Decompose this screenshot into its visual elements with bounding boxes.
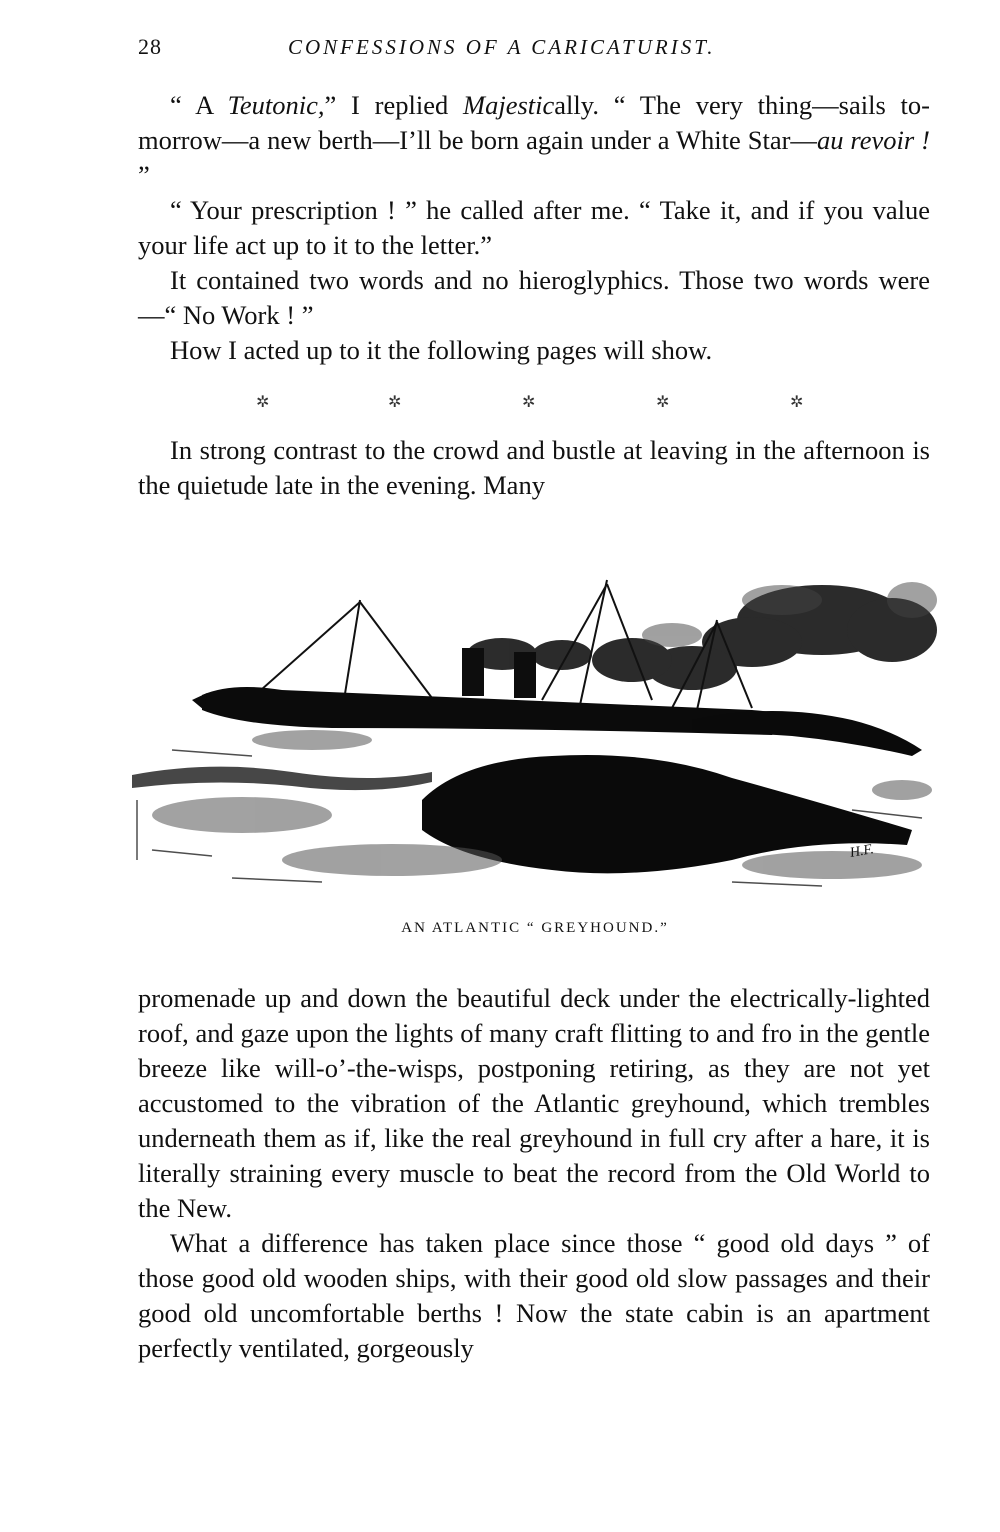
paragraph-two-words: It contained two words and no hieroglyphics. Those two words were—“ No Work ! ” — [138, 265, 930, 330]
ornament-star: ✲ — [790, 394, 804, 411]
steamship-engraving — [132, 560, 940, 898]
paragraph-good-old-days: What a difference has taken place since those “ good old days ” of those good old wooden ships, with their good old slow passages and their good old uncomfortable berths ! Now the state cabin is an apartment perfectly ventilated, gorgeously — [138, 1228, 930, 1363]
text-block-lower — [138, 981, 930, 1366]
figure-caption: AN ATLANTIC “ GREYHOUND.” — [401, 920, 669, 936]
ornament-star: ✲ — [656, 394, 670, 411]
paragraph-prescription: “ Your prescription ! ” he called after me. “ Take it, and if you value your life act up to it to the letter.” — [138, 195, 930, 260]
ornament-star: ✲ — [522, 394, 536, 411]
ornament-star: ✲ — [256, 394, 270, 411]
paragraph-teutonic: “ A Teutonic,” I replied Majestically. “ The very thing—sails to-morrow—a new berth—I’ll be born again under a White Star—au revoir ! ” — [138, 90, 930, 190]
paragraph-promenade: promenade up and down the beautiful deck under the electrically-lighted roof, and gaze upon the lights of many craft flitting to and fro in the gentle breeze like will-o’-the-wisps, postponing retiring, as they are not yet accustomed to the vibration of the Atlantic greyhound, which trembles underneath them as if, like the real greyhound in full cry after a hare, it is literally straining every muscle to beat the record from the Old World to the New. — [138, 983, 930, 1223]
section-break-ornaments — [256, 392, 816, 416]
running-title: CONFESSIONS OF A CARICATURIST. — [288, 35, 716, 59]
artist-signature: H.F. — [848, 842, 875, 861]
ornament-star: ✲ — [388, 394, 402, 411]
steamship-illustration — [132, 560, 940, 898]
text-block-upper — [138, 88, 930, 368]
page-number: 28 — [138, 34, 162, 59]
paragraph-strong-contrast: In strong contrast to the crowd and bustle at leaving in the afternoon is the quietude late in the evening. Many — [138, 435, 930, 500]
running-header — [138, 34, 930, 64]
paragraph-following-pages: How I acted up to it the following pages will show. — [170, 335, 713, 365]
text-block-middle — [138, 433, 930, 503]
